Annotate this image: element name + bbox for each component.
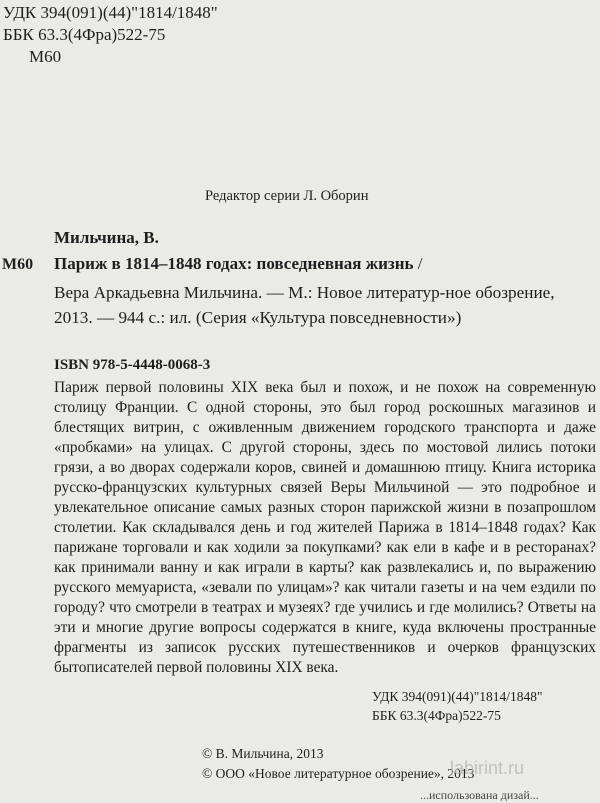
- site-watermark: labirint.ru: [450, 758, 525, 778]
- book-title-line: [54, 254, 422, 274]
- author-heading: Мильчина, В.: [54, 228, 159, 247]
- author-mark: М60: [29, 47, 62, 66]
- isbn: ISBN 978-5-4448-0068-3: [54, 357, 211, 373]
- series-editor-line: Редактор серии Л. Оборин: [205, 188, 369, 204]
- entry-author-mark: М60: [2, 256, 34, 273]
- copyright-block: [202, 744, 474, 784]
- book-title: Париж в 1814–1848 годах: повседневная жизнь: [54, 254, 414, 273]
- cut-off-text: ...использована дизай...: [420, 788, 539, 802]
- annotation-text: [54, 378, 596, 678]
- footer-udc: УДК 394(091)(44)"1814/1848": [372, 689, 543, 704]
- footer-bbk: ББК 63.3(4Фра)522-75: [372, 708, 501, 723]
- annotation-paragraph: Париж первой половины XIX века был и похож, и не похож на современную столицу Франции. С одной стороны, это был город роскошных магазинов и блестящих витрин, с оживленным движением городского транспорта и даже «пробками» на улицах. С другой стороны, здесь по мостовой лились потоки грязи, а во дворах содержали коров, свиней и домашнюю птицу. Книга историка русско-французских культурных связей Веры Мильчиной — это подробное и увлекательное описание самых разных сторон парижской жизни в позапрошлом столетии. Как складывался день и год жителей Парижа в 1814–1848 годах? Как парижане торговали и как ходили за покупками? как ели в кафе и в ресторанах? как принимали ванну и как играли в карты? как развлекались и, по выражению русского мемуариста, «зевали по улицам»? как читали газеты и на чем ездили по городу? что смотрели в театрах и музеях? где учились и где молились? Ответы на эти и многие другие вопросы содержатся в книге, куда включены пространные фрагменты из записок русских путешественников и очерков французских бытописателей первой половины XIX века.: [54, 379, 596, 676]
- udc-code: УДК 394(091)(44)"1814/1848": [3, 3, 218, 22]
- classification-block: [3, 2, 218, 68]
- copyright-publisher: © ООО «Новое литературное обозрение», 2013: [202, 766, 475, 781]
- title-separator: /: [417, 254, 423, 273]
- copyright-author: © В. Мильчина, 2013: [202, 746, 324, 761]
- bbk-code: ББК 63.3(4Фра)522-75: [3, 25, 166, 44]
- footer-classification: [372, 687, 543, 725]
- responsibility-statement: Вера Аркадьевна Мильчина. — М.: Новое литератур-ное обозрение, 2013. — 944 с.: ил. (Серия «Культура повседневности»): [54, 283, 555, 327]
